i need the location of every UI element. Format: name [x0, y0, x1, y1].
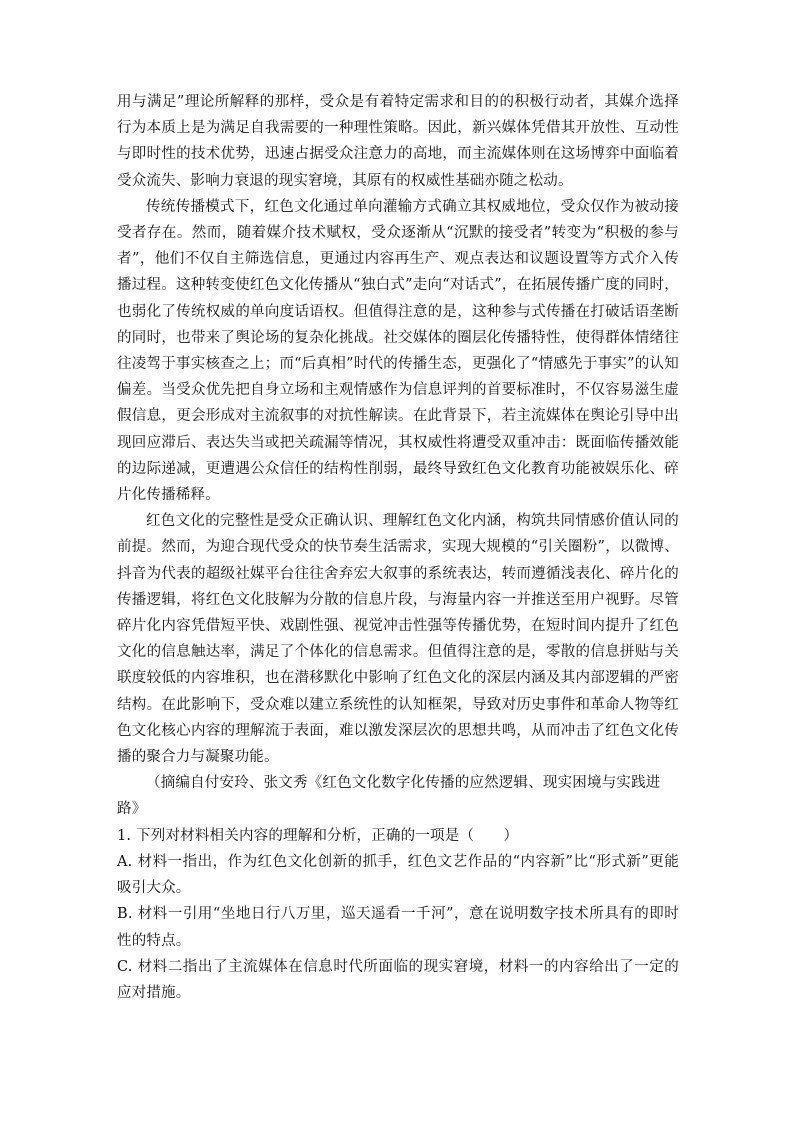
- option-c: C. 材料二指出了主流媒体在信息时代所面临的现实窘境，材料一的内容给出了一定的应对措施。: [117, 958, 679, 1001]
- source-citation: （摘编自付安玲、张文秀《红色文化数字化传播的应然逻辑、现实困境与实践进路》: [117, 775, 661, 818]
- option-a: A. 材料一指出，作为红色文化创新的抓手，红色文艺作品的“内容新”比“形式新”更能吸引大众。: [117, 853, 679, 897]
- option-b: B. 材料一引用“坐地日行八万里，巡天遥看一千河”，意在说明数字技术所具有的即时性的特点。: [117, 906, 679, 949]
- question-stem: 1. 下列对材料相关内容的理解和分析，正确的一项是（ ）: [117, 827, 519, 844]
- paragraph-1: 用与满足”理论所解释的那样，受众是有着特定需求和目的的积极行动者，其媒介选择行为本质上是为满足自我需要的一种理性策略。因此，新兴媒体凭借其开放性、互动性与即时性的技术优势，迅速占据受众注意力的高地，而主流媒体则在这场博弈中面临着受众流失、影响力衰退的现实窘境，其原有的权威性基础亦随之松动。: [117, 94, 679, 189]
- document-page: [117, 89, 679, 1006]
- paragraph-3: 红色文化的完整性是受众正确认识、理解红色文化内涵，构筑共同情感价值认同的前提。然而，为迎合现代受众的快节奏生活需求，实现大规模的“引关圈粉”，以微博、抖音为代表的超级社媒平台往往舍弃宏大叙事的系统表达，转而遵循浅表化、碎片化的传播逻辑，将红色文化肢解为分散的信息片段，与海量内容一并推送至用户视野。尽管碎片化内容凭借短平快、戏剧性强、视觉冲击性强等传播优势，在短时间内提升了红色文化的信息触达率，满足了个体化的信息需求。但值得注意的是，零散的信息拼贴与关联度较低的内容堆积，也在潜移默化中影响了红色文化的深层内涵及其内部逻辑的严密结构。在此影响下，受众难以建立系统性的认知框架，导致对历史事件和革命人物等红色文化核心内容的理解流于表面，难以激发深层次的思想共鸣，从而冲击了红色文化传播的聚合力与凝聚功能。: [117, 513, 679, 766]
- paragraph-2: 传统传播模式下，红色文化通过单向灌输方式确立其权威地位，受众仅作为被动接受者存在。然而，随着媒介技术赋权，受众逐渐从“沉默的接受者”转变为“积极的参与者”，他们不仅自主筛选信息，更通过内容再生产、观点表达和议题设置等方式介入传播过程。这种转变使红色文化传播从“独白式”走向“对话式”，在拓展传播广度的同时，也弱化了传统权威的单向度话语权。但值得注意的是，这种参与式传播在打破话语垄断的同时，也带来了舆论场的复杂化挑战。社交媒体的圈层化传播特性，使得群体情绪往往凌驾于事实核查之上；而“后真相”时代的传播生态，更强化了“情感先于事实”的认知偏差。当受众优先把自身立场和主观情感作为信息评判的首要标准时，不仅容易滋生虚假信息，更会形成对主流叙事的对抗性解读。在此背景下，若主流媒体在舆论引导中出现回应滞后、表达失当或把关疏漏等情况，其权威性将遭受双重冲击：既面临传播效能的边际递减，更遭遇公众信任的结构性削弱，最终导致红色文化教育功能被娱乐化、碎片化传播稀释。: [117, 198, 679, 504]
